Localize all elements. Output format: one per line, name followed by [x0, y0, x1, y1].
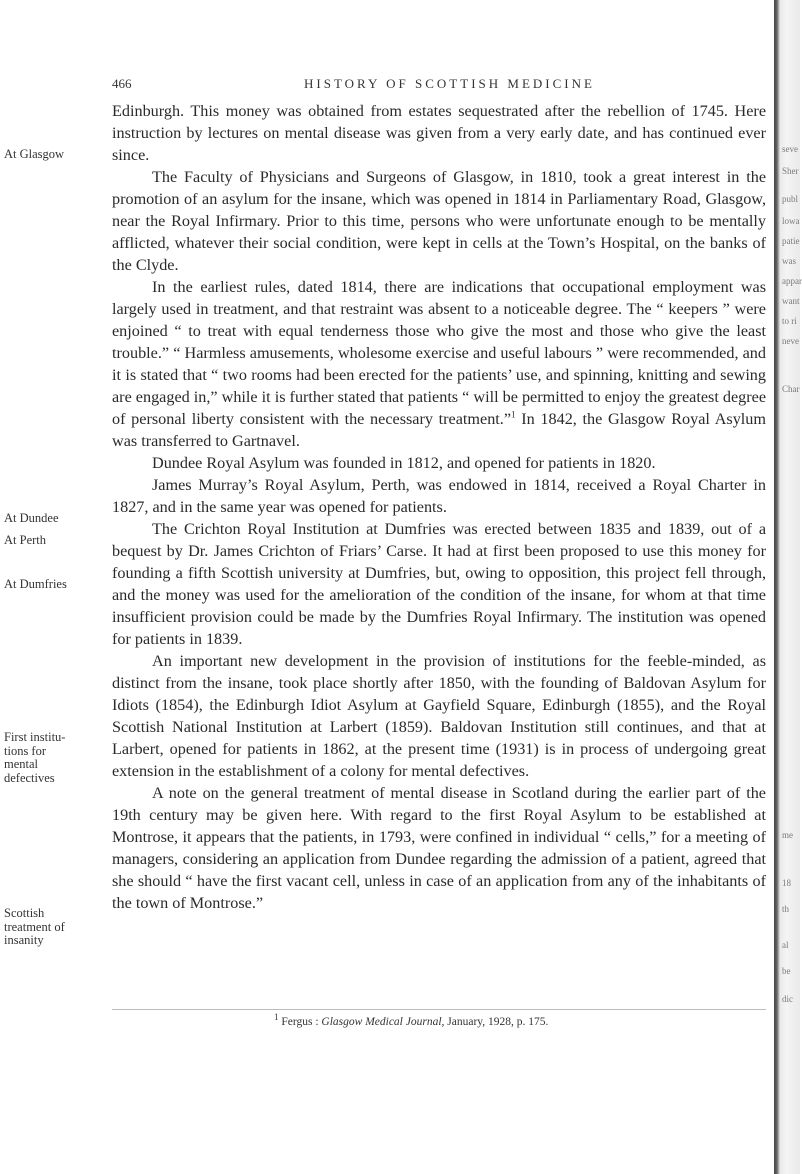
paragraph-text: In the earliest rules, dated 1814, there are indications that occupational employment was largely used in treatment, and that restraint was absent to a noticeable degree. The “ keepers ” were enjoined “ to treat with equal tenderness those who give the most and those who give the least trouble.” “ Harmless amusements, wholesome exercise and useful labours ” were recommended, and it is stated that “ two rooms had been erected for the patients’ use, and spinning, knitting and sewing are engaged in,” while it is further stated that patients “ will be permitted to enjoy the greatest degree of personal liberty consistent with the necessary treatment.”	[112, 278, 767, 428]
paragraph: An important new development in the provision of institutions for the feeble-minded, as distinct from the insane, took place shortly after 1850, with the founding of Baldovan Asylum for Idiots (1854), the Edinburgh Idiot Asylum at Gayfield Square, Edinburgh (1855), and the Royal Scottish National Institution at Larbert (1859). Baldovan Institution still continues, and that at Larbert, opened for patients in 1862, at the present time (1931) is in process of undergoing great extension in the establishment of a colony for mental defectives.	[112, 652, 766, 780]
paragraph: Edinburgh. This money was obtained from estates sequestrated after the rebellion of 1745. Here instruction by lectures on mental disease was given from a very early date, and has continued ever since.	[112, 102, 766, 164]
margin-note-scottish-treatment: Scottish treatment of insanity	[4, 906, 65, 947]
edge-fragment: 18	[782, 878, 791, 888]
edge-fragment: Sher	[782, 166, 799, 176]
running-header	[112, 76, 772, 96]
page-number: 466	[112, 76, 132, 91]
margin-note-dundee: At Dundee	[4, 511, 59, 525]
paragraph	[112, 276, 766, 452]
edge-fragment: Char	[782, 384, 800, 394]
paragraph-text-continued: In 1842, the Glasgow Royal Asylum was transferred to Gartnavel.	[112, 410, 766, 450]
edge-fragment: me	[782, 830, 793, 840]
footnote-date: January, 1928, p. 175.	[444, 1016, 549, 1028]
paragraph: A note on the general treatment of mental disease in Scotland during the earlier part of the 19th century may be given here. With regard to the first Royal Asylum to be established at Montrose, it appears that the patients, in 1793, were confined in individual “ cells,” for a meeting of managers, considering an application from Dundee regarding the admission of a patient, agreed that she should “ have the first vacant cell, unless in case of an application from any of the inhabitants of the town of Montrose.”	[112, 784, 766, 912]
body-text	[112, 100, 766, 914]
footnote-author: Fergus :	[281, 1016, 322, 1028]
edge-fragment: to ri	[782, 316, 797, 326]
footnote-reference: 1	[511, 409, 516, 420]
edge-fragment: lowa	[782, 216, 800, 226]
footnote	[274, 1012, 549, 1028]
edge-fragment: neve	[782, 336, 799, 346]
paragraph: Dundee Royal Asylum was founded in 1812, and opened for patients in 1820.	[152, 454, 656, 472]
paragraph: The Crichton Royal Institution at Dumfries was erected between 1835 and 1839, out of a bequest by Dr. James Crichton of Friars’ Carse. It had at first been proposed to use this money for founding a fifth Scottish university at Dumfries, but, owing to opposition, this project fell through, and the money was used for the amelioration of the condition of the insane, for whom at that time insufficient provision could be made by the Dumfries Royal Infirmary. The institution was opened for patients in 1839.	[112, 520, 766, 648]
edge-fragment: patie	[782, 236, 800, 246]
edge-fragment: publ	[782, 194, 799, 204]
margin-note-dumfries: At Dumfries	[4, 577, 67, 591]
edge-fragment: al	[782, 940, 789, 950]
edge-fragment: be	[782, 966, 791, 976]
edge-fragment: seve	[782, 144, 798, 154]
running-title: HISTORY OF SCOTTISH MEDICINE	[304, 76, 595, 91]
margin-note-glasgow: At Glasgow	[4, 147, 65, 161]
paragraph: James Murray’s Royal Asylum, Perth, was endowed in 1814, received a Royal Charter in 1827, and in the same year was opened for patients.	[112, 476, 766, 516]
footnote-divider	[112, 1009, 766, 1010]
edge-fragment: was	[782, 256, 796, 266]
paragraph: The Faculty of Physicians and Surgeons of Glasgow, in 1810, took a great interest in the promotion of an asylum for the insane, which was opened in 1814 in Parliamentary Road, Glasgow, near the Royal Infirmary. Prior to this time, persons who were unfortunate enough to be mentally afflicted, whatever their social condition, were kept in cells at the Town’s Hospital, on the banks of the Clyde.	[112, 168, 766, 274]
footnote-marker: 1	[274, 1012, 279, 1023]
margin-note-first-institutions: First institu- tions for mental defectives	[4, 730, 66, 785]
edge-fragment: appar	[782, 276, 802, 286]
edge-fragment: want	[782, 296, 800, 306]
facing-page-edge	[774, 0, 800, 1174]
edge-fragment: th	[782, 904, 790, 914]
footnote-journal: Glasgow Medical Journal,	[321, 1016, 445, 1028]
edge-fragment: dic	[782, 994, 793, 1004]
margin-note-perth: At Perth	[4, 533, 47, 547]
